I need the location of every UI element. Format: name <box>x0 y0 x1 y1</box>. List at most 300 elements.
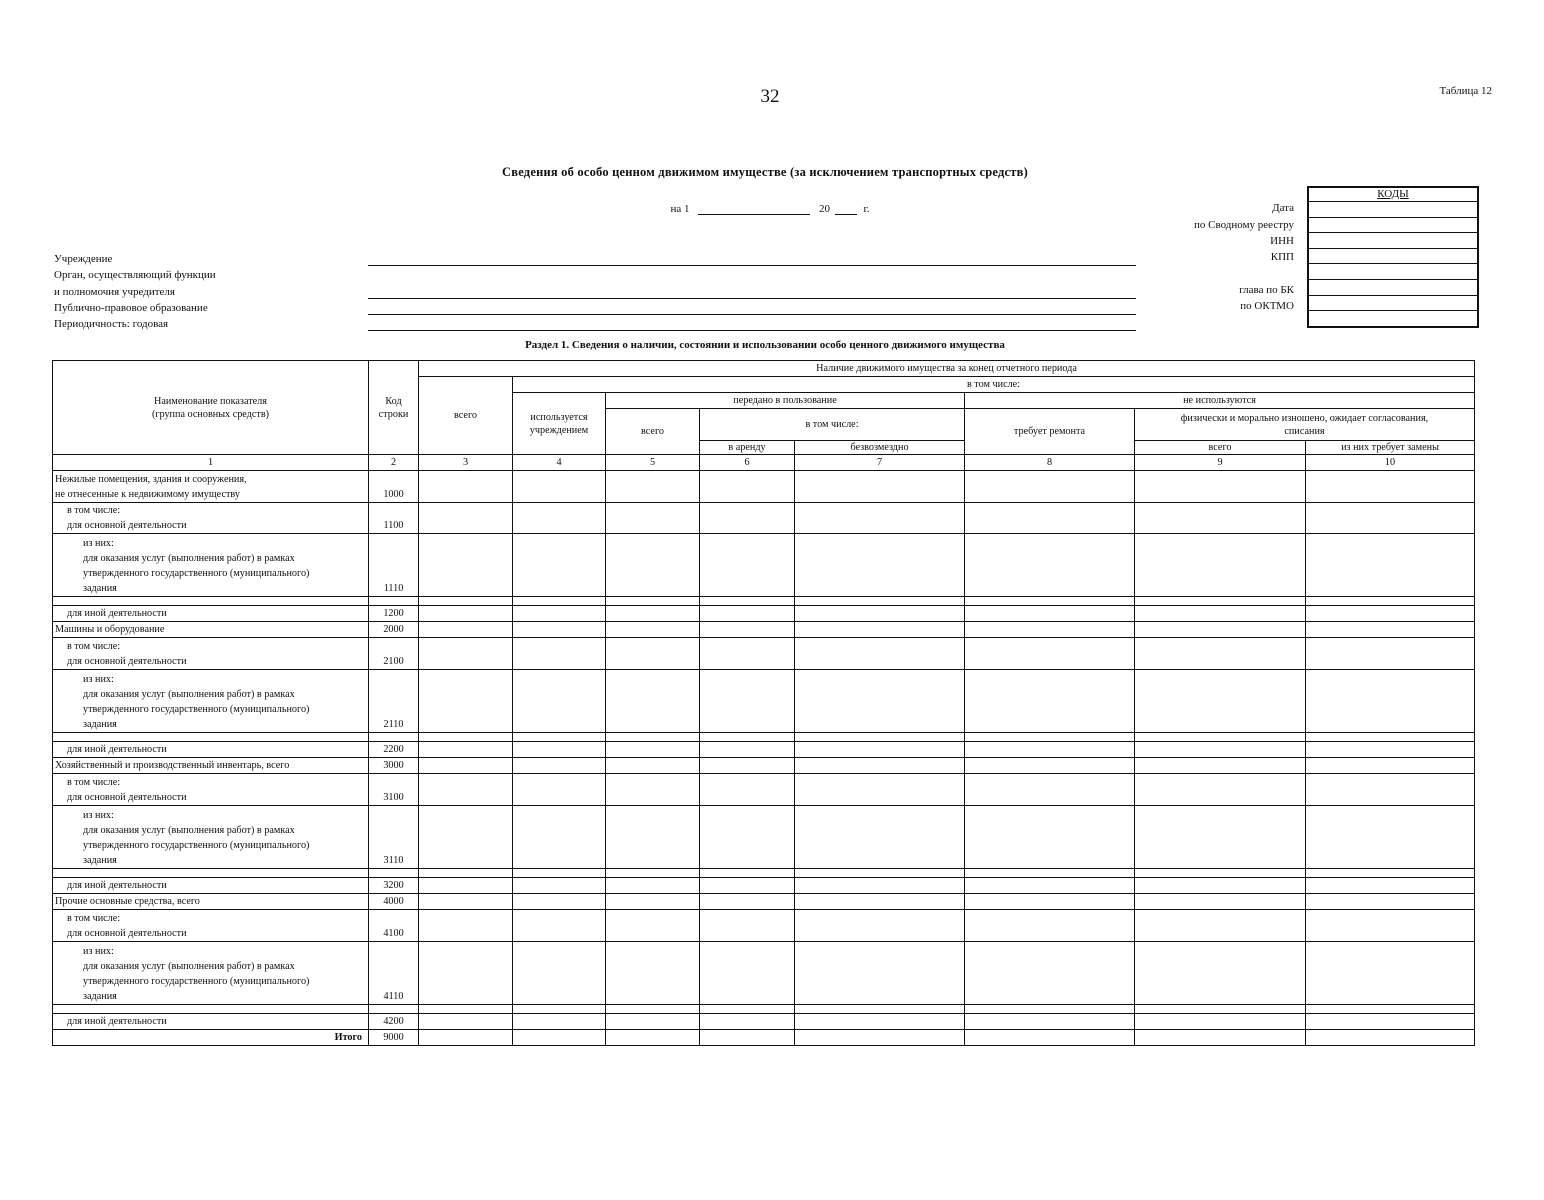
header-code: Код строки <box>369 361 419 455</box>
value-cell[interactable] <box>606 669 700 732</box>
row-name <box>53 774 369 806</box>
value-cell[interactable] <box>606 606 700 622</box>
value-cell[interactable] <box>606 909 700 941</box>
institution-field-line[interactable] <box>368 265 1136 266</box>
value-cell[interactable] <box>606 805 700 868</box>
table-row <box>53 597 1475 606</box>
value-cell[interactable] <box>965 597 1135 606</box>
table-row <box>53 893 1475 909</box>
value-cell[interactable] <box>965 471 1135 503</box>
row-code: 4100 <box>369 909 419 941</box>
col-number: 2 <box>369 455 419 471</box>
table-row <box>53 606 1475 622</box>
code-cell-inn[interactable] <box>1309 233 1477 249</box>
value-cell[interactable] <box>795 868 965 877</box>
row-name <box>53 758 369 774</box>
value-cell[interactable] <box>700 877 795 893</box>
value-cell[interactable] <box>700 1013 795 1029</box>
table-row <box>53 638 1475 670</box>
codes-box <box>1307 186 1479 328</box>
value-cell[interactable] <box>700 606 795 622</box>
row-code: 3100 <box>369 774 419 806</box>
code-cell-date[interactable] <box>1309 202 1477 218</box>
value-cell[interactable] <box>700 742 795 758</box>
table-row <box>53 471 1475 503</box>
value-cell[interactable] <box>606 733 700 742</box>
header-transferred: передано в пользование <box>606 393 965 409</box>
value-cell[interactable] <box>513 774 606 806</box>
value-cell[interactable] <box>795 597 965 606</box>
value-cell[interactable] <box>965 1029 1135 1045</box>
code-label-bk: глава по БК <box>1239 284 1294 296</box>
value-cell[interactable] <box>419 1004 513 1013</box>
value-cell[interactable] <box>965 502 1135 534</box>
value-cell[interactable] <box>419 909 513 941</box>
value-cell[interactable] <box>1306 1029 1475 1045</box>
row-name-line: в том числе: <box>67 776 121 788</box>
value-cell[interactable] <box>1135 941 1306 1004</box>
col-number: 6 <box>700 455 795 471</box>
row-name <box>53 471 369 503</box>
value-cell[interactable] <box>513 638 606 670</box>
value-cell[interactable] <box>700 638 795 670</box>
value-cell[interactable] <box>606 742 700 758</box>
header-worn-total: всего <box>1135 441 1306 455</box>
value-cell[interactable] <box>1135 669 1306 732</box>
value-cell[interactable] <box>1135 534 1306 597</box>
row-name-line: утвержденного государственного (муниципального) <box>83 568 310 580</box>
row-name-line: в том числе: <box>67 912 121 924</box>
value-cell[interactable] <box>513 1029 606 1045</box>
row-name-line: Машины и оборудование <box>55 624 165 636</box>
row-name <box>53 597 369 606</box>
row-name-line: для оказания услуг (выполнения работ) в рамках <box>83 689 295 701</box>
value-cell[interactable] <box>1306 733 1475 742</box>
value-cell[interactable] <box>419 534 513 597</box>
value-cell[interactable] <box>513 742 606 758</box>
value-cell[interactable] <box>513 805 606 868</box>
value-cell[interactable] <box>606 877 700 893</box>
value-cell[interactable] <box>1135 758 1306 774</box>
table-row <box>53 941 1475 1004</box>
value-cell[interactable] <box>700 893 795 909</box>
value-cell[interactable] <box>1306 941 1475 1004</box>
value-cell[interactable] <box>1135 597 1306 606</box>
field-label: Орган, осуществляющий функции <box>54 269 216 282</box>
row-name-line: утвержденного государственного (муниципального) <box>83 704 310 716</box>
row-name <box>53 638 369 670</box>
value-cell[interactable] <box>513 758 606 774</box>
value-cell[interactable] <box>1306 622 1475 638</box>
column-numbers-row <box>53 455 1475 471</box>
value-cell[interactable] <box>795 877 965 893</box>
row-name-line: задания <box>83 854 117 866</box>
value-cell[interactable] <box>606 622 700 638</box>
value-cell[interactable] <box>965 805 1135 868</box>
row-code <box>369 597 419 606</box>
value-cell[interactable] <box>795 1013 965 1029</box>
value-cell[interactable] <box>700 502 795 534</box>
row-name-line: из них: <box>83 809 114 821</box>
value-cell[interactable] <box>1135 1013 1306 1029</box>
field-label: и полномочия учредителя <box>54 285 175 298</box>
value-cell[interactable] <box>795 941 965 1004</box>
value-cell[interactable] <box>700 1004 795 1013</box>
value-cell[interactable] <box>1135 893 1306 909</box>
col-number: 8 <box>965 455 1135 471</box>
date-year-field[interactable] <box>835 202 857 215</box>
property-table <box>52 360 1475 1046</box>
value-cell[interactable] <box>606 1013 700 1029</box>
value-cell[interactable] <box>419 638 513 670</box>
value-cell[interactable] <box>700 669 795 732</box>
value-cell[interactable] <box>795 774 965 806</box>
value-cell[interactable] <box>965 742 1135 758</box>
value-cell[interactable] <box>965 669 1135 732</box>
value-cell[interactable] <box>1306 742 1475 758</box>
row-name <box>53 893 369 909</box>
value-cell[interactable] <box>606 471 700 503</box>
value-cell[interactable] <box>795 471 965 503</box>
value-cell[interactable] <box>419 733 513 742</box>
value-cell[interactable] <box>419 471 513 503</box>
value-cell[interactable] <box>965 877 1135 893</box>
row-name-line: из них: <box>83 674 114 686</box>
value-cell[interactable] <box>606 638 700 670</box>
value-cell[interactable] <box>1306 893 1475 909</box>
row-code: 4000 <box>369 893 419 909</box>
code-label-inn: ИНН <box>1270 235 1294 247</box>
col-number: 1 <box>53 455 369 471</box>
table-row <box>53 805 1475 868</box>
value-cell[interactable] <box>513 909 606 941</box>
value-cell[interactable] <box>513 1004 606 1013</box>
value-cell[interactable] <box>1306 597 1475 606</box>
report-date-line <box>560 202 980 215</box>
date-day-month-field[interactable] <box>698 202 810 215</box>
founder-field-line[interactable] <box>368 298 1136 299</box>
row-name-line: для оказания услуг (выполнения работ) в рамках <box>83 553 295 565</box>
table-row <box>53 1013 1475 1029</box>
value-cell[interactable] <box>1135 606 1306 622</box>
value-cell[interactable] <box>965 1013 1135 1029</box>
value-cell[interactable] <box>795 1004 965 1013</box>
value-cell[interactable] <box>700 471 795 503</box>
value-cell[interactable] <box>1306 606 1475 622</box>
value-cell[interactable] <box>700 1029 795 1045</box>
header-worn-replace: из них требует замены <box>1306 441 1475 455</box>
value-cell[interactable] <box>1306 909 1475 941</box>
codes-header: КОДЫ <box>1309 188 1477 202</box>
table-row <box>53 534 1475 597</box>
value-cell[interactable] <box>419 893 513 909</box>
value-cell[interactable] <box>965 941 1135 1004</box>
value-cell[interactable] <box>419 1013 513 1029</box>
row-name-line: для основной деятельности <box>67 520 187 532</box>
value-cell[interactable] <box>965 606 1135 622</box>
code-cell-bk[interactable] <box>1309 280 1477 296</box>
value-cell[interactable] <box>795 669 965 732</box>
value-cell[interactable] <box>1135 909 1306 941</box>
value-cell[interactable] <box>1135 805 1306 868</box>
value-cell[interactable] <box>419 805 513 868</box>
value-cell[interactable] <box>700 733 795 742</box>
value-cell[interactable] <box>795 534 965 597</box>
table-row <box>53 669 1475 732</box>
value-cell[interactable] <box>419 758 513 774</box>
value-cell[interactable] <box>1306 1004 1475 1013</box>
value-cell[interactable] <box>700 622 795 638</box>
row-code <box>369 733 419 742</box>
value-cell[interactable] <box>965 1004 1135 1013</box>
header-worn: физически и морально изношено, ожидает согласования, списания <box>1135 409 1475 441</box>
value-cell[interactable] <box>513 534 606 597</box>
value-cell[interactable] <box>965 893 1135 909</box>
row-code: 1200 <box>369 606 419 622</box>
value-cell[interactable] <box>606 597 700 606</box>
value-cell[interactable] <box>1135 502 1306 534</box>
value-cell[interactable] <box>606 1004 700 1013</box>
value-cell[interactable] <box>1135 742 1306 758</box>
value-cell[interactable] <box>419 877 513 893</box>
value-cell[interactable] <box>1135 774 1306 806</box>
value-cell[interactable] <box>513 597 606 606</box>
value-cell[interactable] <box>1306 868 1475 877</box>
value-cell[interactable] <box>419 502 513 534</box>
value-cell[interactable] <box>513 502 606 534</box>
value-cell[interactable] <box>1135 1004 1306 1013</box>
value-cell[interactable] <box>513 941 606 1004</box>
value-cell[interactable] <box>419 941 513 1004</box>
row-code: 1100 <box>369 502 419 534</box>
value-cell[interactable] <box>606 893 700 909</box>
value-cell[interactable] <box>795 606 965 622</box>
value-cell[interactable] <box>1306 877 1475 893</box>
code-cell-oktmo[interactable] <box>1309 296 1477 312</box>
value-cell[interactable] <box>700 909 795 941</box>
col-number: 4 <box>513 455 606 471</box>
table-row <box>53 774 1475 806</box>
field-label: Периодичность: годовая <box>54 318 169 331</box>
row-name <box>53 1029 369 1045</box>
value-cell[interactable] <box>1306 1013 1475 1029</box>
row-name-line: Итого <box>334 1031 362 1043</box>
value-cell[interactable] <box>965 733 1135 742</box>
row-name <box>53 534 369 597</box>
value-cell[interactable] <box>700 774 795 806</box>
value-cell[interactable] <box>606 758 700 774</box>
value-cell[interactable] <box>700 534 795 597</box>
value-cell[interactable] <box>606 502 700 534</box>
row-name-line: Хозяйственный и производственный инвентарь, всего <box>55 760 290 772</box>
row-code: 1000 <box>369 471 419 503</box>
value-cell[interactable] <box>795 909 965 941</box>
code-label-oktmo: по ОКТМО <box>1240 300 1294 312</box>
row-code: 4110 <box>369 941 419 1004</box>
table-row <box>53 1004 1475 1013</box>
row-name <box>53 1004 369 1013</box>
value-cell[interactable] <box>1306 471 1475 503</box>
periodicity-field-line[interactable] <box>368 330 1136 331</box>
row-code <box>369 868 419 877</box>
value-cell[interactable] <box>419 742 513 758</box>
header-transferred-total: всего <box>606 409 700 455</box>
value-cell[interactable] <box>1135 868 1306 877</box>
header-transferred-incl: в том числе: <box>700 409 965 441</box>
value-cell[interactable] <box>965 622 1135 638</box>
value-cell[interactable] <box>1135 733 1306 742</box>
code-cell-kpp[interactable] <box>1309 249 1477 265</box>
row-name-line: утвержденного государственного (муниципального) <box>83 839 310 851</box>
value-cell[interactable] <box>606 534 700 597</box>
row-name <box>53 805 369 868</box>
value-cell[interactable] <box>1306 758 1475 774</box>
row-name <box>53 669 369 732</box>
value-cell[interactable] <box>1306 774 1475 806</box>
value-cell[interactable] <box>965 534 1135 597</box>
value-cell[interactable] <box>965 868 1135 877</box>
header-free: безвозмездно <box>795 441 965 455</box>
value-cell[interactable] <box>1306 805 1475 868</box>
page-number: 32 <box>760 86 780 107</box>
row-name-line: в том числе: <box>67 640 121 652</box>
value-cell[interactable] <box>513 877 606 893</box>
row-name <box>53 909 369 941</box>
row-name <box>53 502 369 534</box>
row-name-line: для основной деятельности <box>67 791 187 803</box>
document-title: Сведения об особо ценном движимом имуществе (за исключением транспортных средств) <box>502 165 1028 179</box>
value-cell[interactable] <box>795 733 965 742</box>
field-label: Учреждение <box>54 253 113 265</box>
value-cell[interactable] <box>419 597 513 606</box>
section-title: Раздел 1. Сведения о наличии, состоянии и использовании особо ценного движимого имущества <box>525 339 1005 351</box>
value-cell[interactable] <box>513 1013 606 1029</box>
value-cell[interactable] <box>700 805 795 868</box>
value-cell[interactable] <box>1135 638 1306 670</box>
col-number: 5 <box>606 455 700 471</box>
value-cell[interactable] <box>606 1029 700 1045</box>
value-cell[interactable] <box>513 606 606 622</box>
row-name-line: для иной деятельности <box>67 1015 167 1027</box>
code-cell-registry[interactable] <box>1309 218 1477 234</box>
code-label-registry: по Сводному реестру <box>1194 219 1294 231</box>
header-availability: Наличие движимого имущества за конец отчетного периода <box>419 361 1475 377</box>
value-cell[interactable] <box>419 868 513 877</box>
value-cell[interactable] <box>795 638 965 670</box>
row-code: 9000 <box>369 1029 419 1045</box>
table-row <box>53 758 1475 774</box>
value-cell[interactable] <box>419 774 513 806</box>
value-cell[interactable] <box>419 606 513 622</box>
table-row <box>53 868 1475 877</box>
table-row <box>53 502 1475 534</box>
row-name <box>53 742 369 758</box>
value-cell[interactable] <box>419 622 513 638</box>
row-code: 2110 <box>369 669 419 732</box>
row-name-line: не отнесенные к недвижимому имуществу <box>55 488 240 500</box>
row-code: 2100 <box>369 638 419 670</box>
row-name-line: для оказания услуг (выполнения работ) в рамках <box>83 960 295 972</box>
value-cell[interactable] <box>1135 1029 1306 1045</box>
date-year-prefix: 20 <box>819 203 830 215</box>
row-name-line: Нежилые помещения, здания и сооружения, <box>55 473 247 485</box>
value-cell[interactable] <box>795 758 965 774</box>
value-cell[interactable] <box>795 893 965 909</box>
value-cell[interactable] <box>965 774 1135 806</box>
value-cell[interactable] <box>795 502 965 534</box>
table-row <box>53 1029 1475 1045</box>
row-code: 3200 <box>369 877 419 893</box>
row-name-line: из них: <box>83 538 114 550</box>
value-cell[interactable] <box>1135 622 1306 638</box>
value-cell[interactable] <box>1135 877 1306 893</box>
value-cell[interactable] <box>965 909 1135 941</box>
row-name-line: для оказания услуг (выполнения работ) в рамках <box>83 824 295 836</box>
value-cell[interactable] <box>513 893 606 909</box>
value-cell[interactable] <box>1306 534 1475 597</box>
code-cell-extra[interactable] <box>1309 311 1477 326</box>
row-name <box>53 622 369 638</box>
header-repair: требует ремонта <box>965 409 1135 455</box>
value-cell[interactable] <box>1306 669 1475 732</box>
value-cell[interactable] <box>795 1029 965 1045</box>
value-cell[interactable] <box>513 868 606 877</box>
value-cell[interactable] <box>700 868 795 877</box>
table-row <box>53 877 1475 893</box>
value-cell[interactable] <box>513 471 606 503</box>
value-cell[interactable] <box>419 1029 513 1045</box>
value-cell[interactable] <box>795 742 965 758</box>
code-cell-empty[interactable] <box>1309 264 1477 280</box>
value-cell[interactable] <box>1306 502 1475 534</box>
value-cell[interactable] <box>513 733 606 742</box>
value-cell[interactable] <box>513 622 606 638</box>
row-name-line: в том числе: <box>67 505 121 517</box>
value-cell[interactable] <box>606 941 700 1004</box>
table-row <box>53 622 1475 638</box>
row-name-line: для иной деятельности <box>67 744 167 756</box>
code-label-kpp: КПП <box>1270 251 1294 263</box>
value-cell[interactable] <box>1306 638 1475 670</box>
row-code <box>369 1004 419 1013</box>
value-cell[interactable] <box>1135 471 1306 503</box>
value-cell[interactable] <box>700 758 795 774</box>
value-cell[interactable] <box>965 638 1135 670</box>
value-cell[interactable] <box>700 597 795 606</box>
table-label: Таблица 12 <box>1439 85 1492 97</box>
header-name: Наименование показателя (группа основных средств) <box>53 361 369 455</box>
value-cell[interactable] <box>419 669 513 732</box>
code-label-date: Дата <box>1272 202 1294 214</box>
value-cell[interactable] <box>606 774 700 806</box>
field-label: Публично-правовое образование <box>54 301 208 314</box>
row-name-line: задания <box>83 583 117 595</box>
value-cell[interactable] <box>795 622 965 638</box>
public-entity-field-line[interactable] <box>368 314 1136 315</box>
row-code: 2200 <box>369 742 419 758</box>
value-cell[interactable] <box>700 941 795 1004</box>
table-row <box>53 733 1475 742</box>
row-name-line: задания <box>83 990 117 1002</box>
row-code: 3110 <box>369 805 419 868</box>
value-cell[interactable] <box>965 758 1135 774</box>
value-cell[interactable] <box>606 868 700 877</box>
value-cell[interactable] <box>795 805 965 868</box>
value-cell[interactable] <box>513 669 606 732</box>
table-data-body <box>53 471 1475 1046</box>
header-including: в том числе: <box>513 377 1475 393</box>
left-field-labels <box>54 251 216 332</box>
